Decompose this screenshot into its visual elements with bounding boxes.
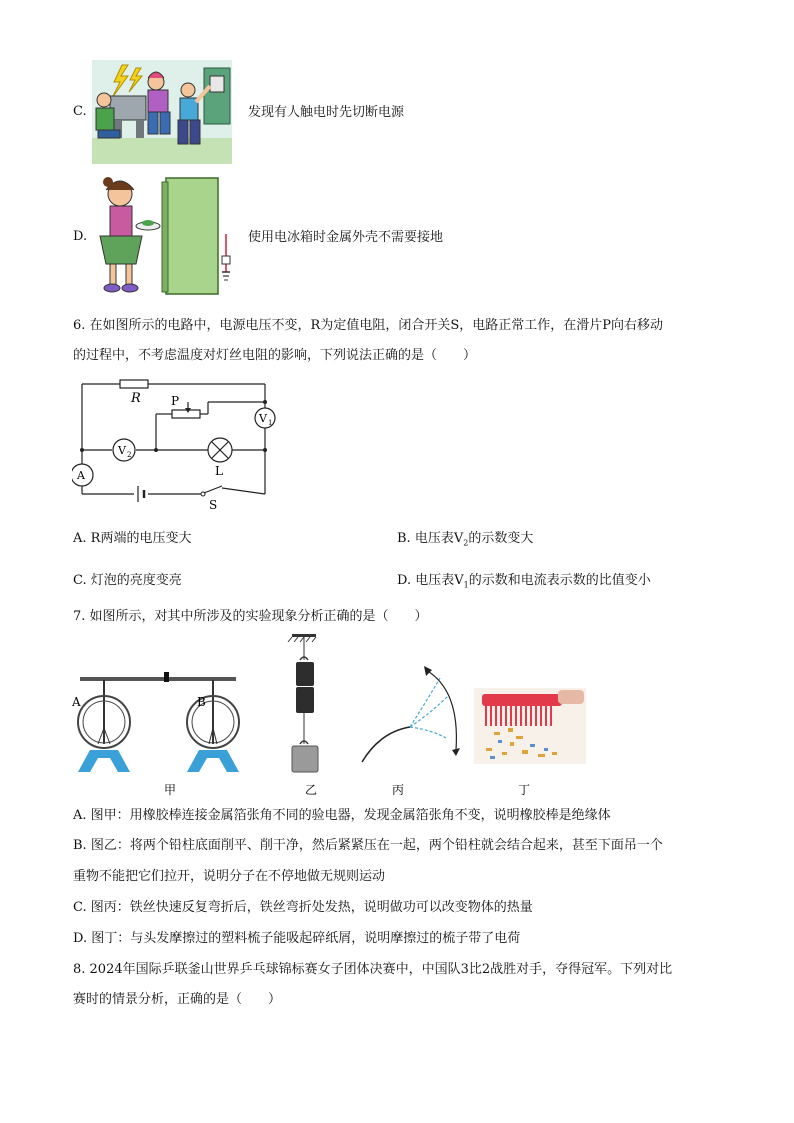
q6-option-b-post: 的示数变大 [468,531,534,546]
option-d-letter: D. [73,229,88,244]
label-bing: 丙 [392,783,405,797]
q6-stem-line1: 6. 在如图所示的电路中，电源电压不变，R为定值电阻，闭合开关S，电路正常工作，在滑片P向右移动 [73,318,663,333]
rheostat [172,410,200,418]
figure-jia-electroscopes [71,672,239,797]
q6-option-b [397,530,533,553]
circuit-diagram [72,372,282,512]
label-a: A [77,469,85,482]
label-s: S [209,498,218,512]
q6-stem-line2: 的过程中，不考虑温度对灯丝电阻的影响，下列说法正确的是（ ） [73,348,477,363]
figure-ding-comb [474,688,586,797]
q7-figures [70,632,590,797]
label-v2-sub: 2 [127,451,132,459]
q6-option-b-pre: B. 电压表V [397,531,464,546]
label-electroscope-a: A [72,695,81,709]
q7-stem: 7. 如图所示，对其中所涉及的实验现象分析正确的是（ ） [73,609,428,624]
q6-option-d [397,572,651,595]
label-v1-sub: 1 [268,419,273,427]
figure-bing-bent-wire [362,666,460,797]
q6-option-a: A. R两端的电压变大 [73,531,192,546]
label-v2: V [118,444,126,457]
option-d-text: 使用电冰箱时金属外壳不需要接地 [248,230,444,245]
label-r: R [131,391,141,406]
q6-option-b-sub: 2 [463,538,469,548]
label-l: L [215,464,223,478]
figure-yi-lead-cylinders [288,634,318,797]
q6-option-d-sub: 1 [463,580,469,590]
label-electroscope-b: B [197,695,206,709]
label-p: P [171,394,180,408]
q7-option-b-line1: B. 图乙：将两个铅柱底面削平、削干净，然后紧紧压在一起，两个铅柱就会结合起来，甚至下面吊一个 [73,838,663,853]
q6-option-d-pre: D. 电压表V [397,573,464,588]
fridge-grounding-illustration [92,172,242,300]
q7-option-c: C. 图丙：铁丝快速反复弯折后，铁丝弯折处发热，说明做功可以改变物体的热量 [73,900,533,915]
option-c-letter: C. [73,104,87,119]
q7-option-d: D. 图丁：与头发摩擦过的塑料梳子能吸起碎纸屑，说明摩擦过的梳子带了电荷 [73,931,521,946]
q6-option-d-post: 的示数和电流表示数的比值变小 [468,573,651,588]
q6-option-c: C. 灯泡的亮度变亮 [73,573,182,588]
label-ding: 丁 [518,783,531,797]
label-jia: 甲 [164,783,177,797]
q8-stem-line2: 赛时的情景分析，正确的是（ ） [73,992,282,1007]
label-yi: 乙 [305,783,318,797]
label-v1: V [259,412,267,425]
electric-shock-rescue-illustration [92,60,232,164]
q7-option-b-line2: 重物不能把它们拉开，说明分子在不停地做无规则运动 [73,869,386,884]
resistor-r [120,380,148,388]
q7-option-a: A. 图甲：用橡胶棒连接金属箔张角不同的验电器，发现金属箔张角不变，说明橡胶棒是绝缘体 [73,808,611,823]
q8-stem-line1: 8. 2024年国际乒联釜山世界乒乓球锦标赛女子团体决赛中，中国队3比2战胜对手，夺得冠军。下列对比 [73,962,673,977]
option-c-text: 发现有人触电时先切断电源 [248,105,405,120]
